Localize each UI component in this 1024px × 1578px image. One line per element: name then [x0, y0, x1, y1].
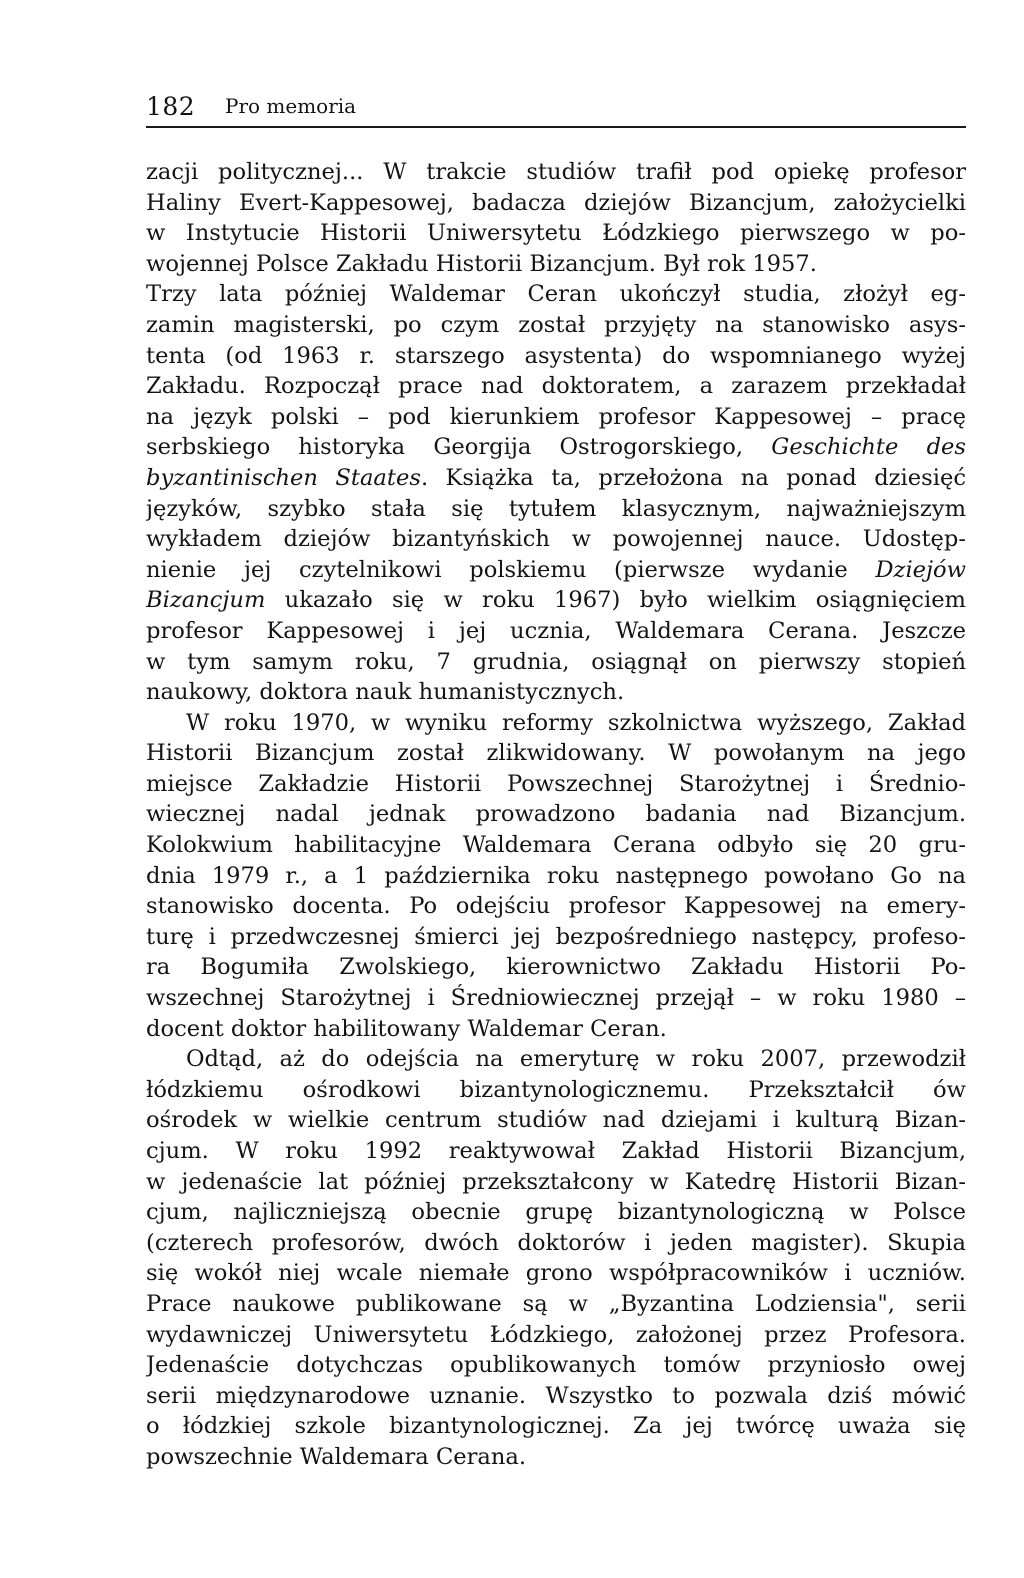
book-title-italic: byzantinischen Staates — [146, 464, 421, 491]
text-line: (czterech profesorów, dwóch doktorów i jeden magister). Skupia — [146, 1229, 966, 1256]
text-line: nienie jej czytelnikowi polskiemu (pierwsze wydanie Dziejów — [146, 556, 966, 583]
text-line: w jedenaście lat później przekształcony w Katedrę Historii Bizan- — [146, 1168, 966, 1195]
running-title: Pro memoria — [225, 94, 357, 118]
text-line: łódzkiemu ośrodkowi bizantynologicznemu. Przekształcił ów — [146, 1076, 966, 1103]
paragraph-2 — [146, 708, 966, 1045]
text-line: W roku 1970, w wyniku reformy szkolnictwa wyższego, Zakład — [186, 709, 966, 736]
text-line: profesor Kappesowej i jej ucznia, Waldemara Cerana. Jeszcze — [146, 617, 966, 644]
text-line: zamin magisterski, po czym został przyjęty na stanowisko asys- — [146, 311, 966, 338]
text-line: Jedenaście dotychczas opublikowanych tomów przyniosło owej — [146, 1352, 966, 1379]
text-line: zacji politycznej... W trakcie studiów trafił pod opiekę profesor — [146, 159, 966, 185]
text-line: serbskiego historyka Georgija Ostrogorskiego, Geschichte des — [146, 434, 966, 461]
book-title-italic: Bizancjum — [146, 587, 266, 614]
text-line: Kolokwium habilitacyjne Waldemara Cerana odbyło się 20 gru- — [146, 832, 966, 859]
text-line: wiecznej nadal jednak prowadzono badania nad Bizancjum. — [146, 801, 966, 828]
text-line: turę i przedwczesnej śmierci jej bezpośredniego następcy, profeso- — [146, 923, 966, 950]
text-line: Odtąd, aż do odejścia na emeryturę w roku 2007, przewodził — [186, 1046, 966, 1073]
text-line: dnia 1979 r., a 1 października roku następnego powołano Go na — [146, 862, 966, 889]
text-line: wszechnej Starożytnej i Średniowiecznej przejął – w roku 1980 – — [146, 985, 966, 1012]
paragraph-1 — [146, 157, 966, 708]
text-line: Historii Bizancjum został zlikwidowany. W powołanym na jego — [146, 740, 966, 767]
text-line: tenta (od 1963 r. starszego asystenta) do wspomnianego wyżej — [146, 342, 966, 369]
text-line: stanowisko docenta. Po odejściu profesor Kappesowej na emery- — [146, 893, 966, 920]
text-line: docent doktor habilitowany Waldemar Ceran. — [146, 1015, 667, 1042]
text-line: wykładem dziejów bizantyńskich w powojennej nauce. Udostęp- — [146, 526, 966, 553]
text-line: w Instytucie Historii Uniwersytetu Łódzkiego pierwszego w po- — [146, 220, 966, 247]
text-line: o łódzkiej szkole bizantynologicznej. Za jej twórcę uważa się — [146, 1413, 966, 1440]
page-number: 182 — [146, 92, 196, 121]
text-line: serii międzynarodowe uznanie. Wszystko to pozwala dziś mówić — [146, 1382, 966, 1409]
text-line: w tym samym roku, 7 grudnia, osiągnął on pierwszy stopień — [146, 648, 966, 675]
text-line: powszechnie Waldemara Cerana. — [146, 1443, 527, 1470]
text-line: miejsce Zakładzie Historii Powszechnej Starożytnej i Średnio- — [146, 770, 966, 797]
text-line: ra Bogumiła Zwolskiego, kierownictwo Zakładu Historii Po- — [146, 954, 966, 981]
text-line: na język polski – pod kierunkiem profesor Kappesowej – pracę — [146, 403, 966, 430]
text-line: języków, szybko stała się tytułem klasycznym, najważniejszym — [146, 495, 966, 522]
text-line: Bizancjum ukazało się w roku 1967) było wielkim osiągnięciem — [146, 587, 966, 614]
paragraph-3 — [146, 1044, 966, 1472]
text-line: wojennej Polsce Zakładu Historii Bizancjum. Był rok 1957. — [146, 250, 817, 277]
text-line: cjum. W roku 1992 reaktywował Zakład Historii Bizancjum, — [146, 1138, 966, 1164]
text-line: się wokół niej wcale niemałe grono współpracowników i uczniów. — [146, 1260, 966, 1287]
text-line: cjum, najliczniejszą obecnie grupę bizantynologiczną w Polsce — [146, 1199, 966, 1226]
text-line: Zakładu. Rozpoczął prace nad doktoratem, a zarazem przekładał — [146, 373, 966, 400]
text-line: naukowy, doktora nauk humanistycznych. — [146, 679, 625, 706]
page-header — [146, 92, 966, 128]
text-line: Prace naukowe publikowane są w „Byzantina Lodziensia", serii — [146, 1290, 966, 1317]
book-title-italic: Geschichte des — [771, 434, 966, 461]
text-line: Haliny Evert-Kappesowej, badacza dziejów Bizancjum, założycielki — [146, 189, 966, 216]
text-line: wydawniczej Uniwersytetu Łódzkiego, założonej przez Profesora. — [146, 1321, 966, 1348]
body-text — [146, 157, 966, 1473]
text-line: ośrodek w wielkie centrum studiów nad dziejami i kulturą Bizan- — [146, 1107, 966, 1134]
book-title-italic: Dziejów — [875, 556, 966, 583]
text-line: byzantinischen Staates. Książka ta, przełożona na ponad dziesięć — [146, 464, 966, 491]
text-line: Trzy lata później Waldemar Ceran ukończył studia, złożył eg- — [146, 281, 966, 308]
